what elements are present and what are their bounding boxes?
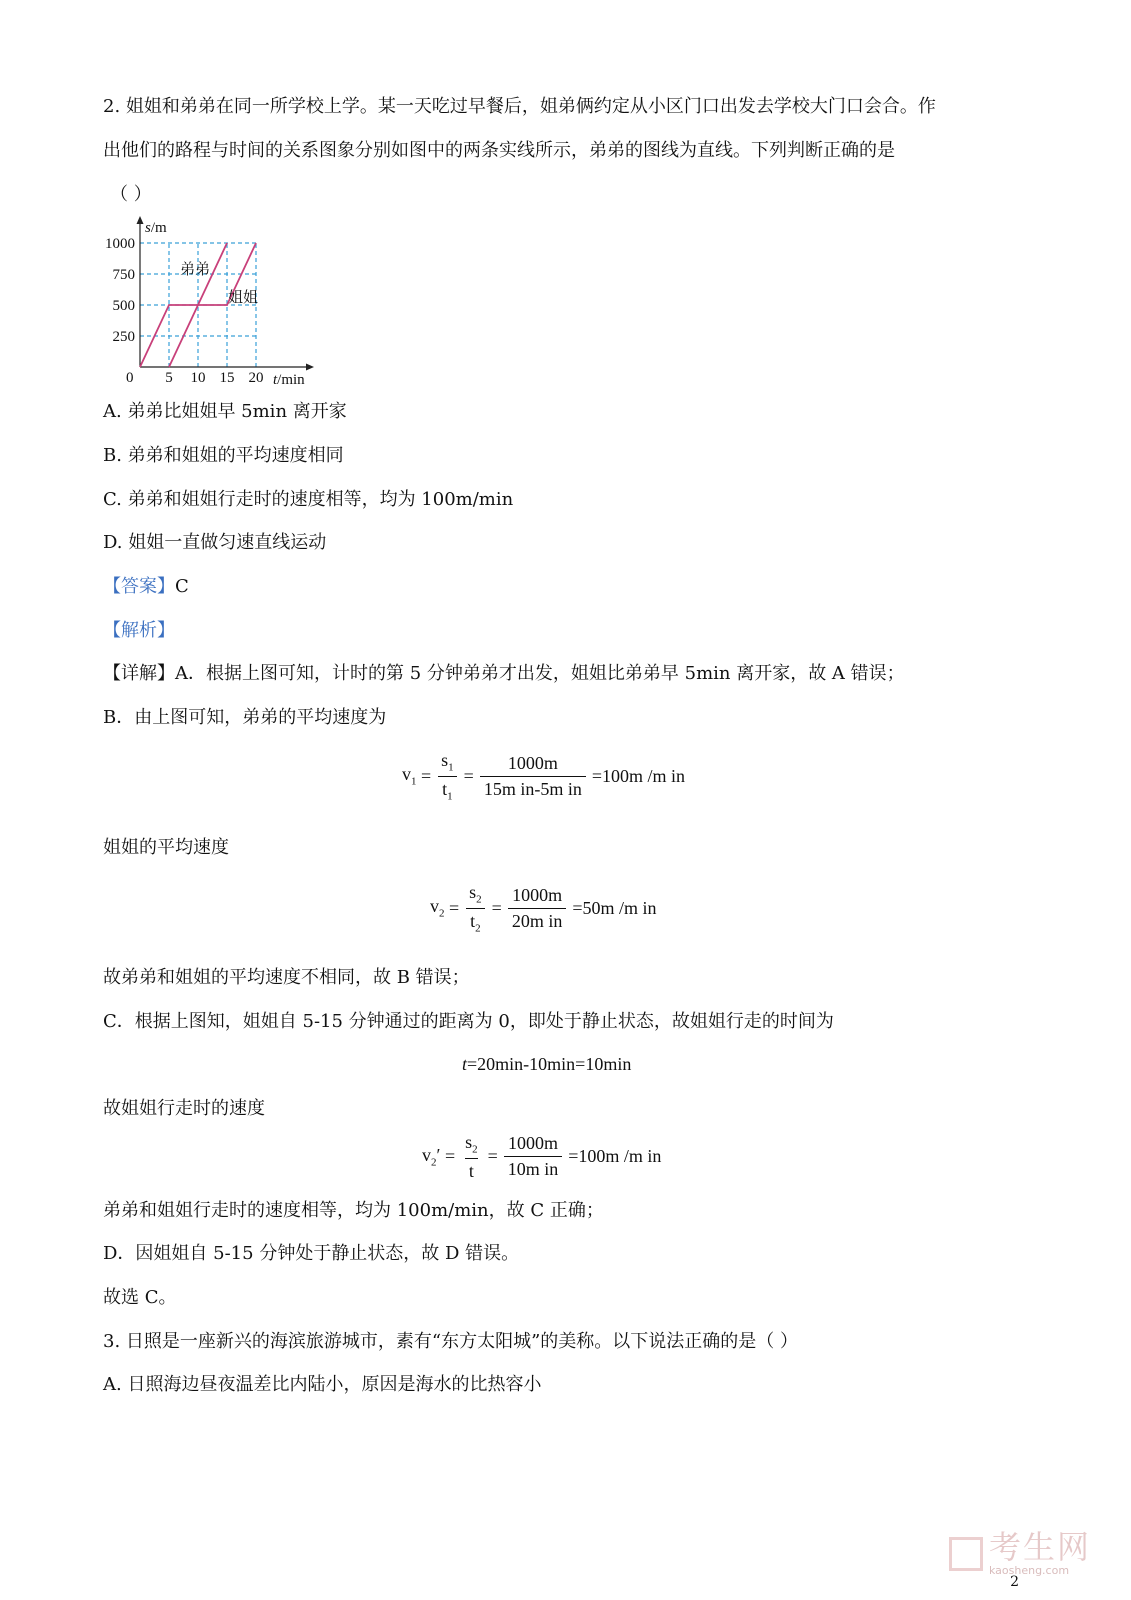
y-tick-label-250: 250 bbox=[112, 329, 135, 345]
y-tick-label-750: 750 bbox=[112, 267, 135, 283]
equation-v2: $v_2$ = $\frac{s_2}{t_2}$ = $\frac{1000m}{\text{20m in}}$ =50m /m in bbox=[430, 882, 657, 935]
option-b: B. 弟弟和姐姐的平均速度相同 bbox=[103, 445, 344, 466]
question-3-stem: 3. 日照是一座新兴的海滨旅游城市，素有“东方太阳城”的美称。以下说法正确的是（ ） bbox=[103, 1331, 799, 1352]
answer-line bbox=[103, 575, 189, 599]
eq3-fraction-numeric: $\frac{1000m}{\text{10m in}}$ bbox=[504, 1133, 563, 1180]
series-label-brother: 弟弟 bbox=[180, 260, 211, 278]
eq2-fraction-numeric: $\frac{1000m}{\text{20m in}}$ bbox=[508, 885, 567, 932]
x-tick-label-15: 15 bbox=[219, 370, 235, 386]
option-c: C. 弟弟和姐姐行走时的速度相等，均为 100m/min bbox=[103, 489, 514, 510]
question-3-option-a: A. 日照海边昼夜温差比内陆小，原因是海水的比热容小 bbox=[103, 1374, 542, 1395]
x-tick-label-10: 10 bbox=[190, 370, 206, 386]
detail-c: C．根据上图知，姐姐自 5-15 分钟通过的距离为 0，即处于静止状态，故姐姐行走的时间为 bbox=[103, 1011, 834, 1032]
chart-axes bbox=[137, 216, 315, 371]
conclusion-c: 弟弟和姐姐行走时的速度相等，均为 100m/min，故 C 正确； bbox=[103, 1200, 604, 1221]
eq2-fraction-symbolic: $\frac{s_2}{t_2}$ bbox=[465, 882, 486, 934]
eq3-lhs: $v_2'$ bbox=[422, 1145, 441, 1169]
eq1-fraction-numeric: $\frac{1000m}{\text{15m in-5m in}}$ bbox=[480, 753, 586, 800]
detail-d: D．因姐姐自 5-15 分钟处于静止状态，故 D 错误。 bbox=[103, 1243, 520, 1264]
distance-time-chart bbox=[95, 212, 325, 392]
eq3-fraction-symbolic: $\frac{s_2}{t}$ bbox=[465, 1132, 478, 1181]
eq1-result: =100m /m in bbox=[591, 765, 685, 786]
x-tick-label-5: 5 bbox=[165, 370, 173, 386]
series-label-sister: 姐姐 bbox=[228, 288, 259, 306]
watermark-icon bbox=[949, 1537, 983, 1571]
question-2-line-2: 出他们的路程与时间的关系图象分别如图中的两条实线所示，弟弟的图线为直线。下列判断正确的是 bbox=[103, 140, 895, 161]
eq1-fraction-symbolic: $\frac{s_1}{t_1}$ bbox=[437, 750, 458, 802]
option-a: A. 弟弟比姐姐早 5min 离开家 bbox=[103, 401, 347, 422]
equation-v1: $v_1$ = $\frac{s_1}{t_1}$ = $\frac{1000m}{\text{15m in-5m in}}$ =100m /m in bbox=[402, 750, 685, 803]
origin-label: 0 bbox=[126, 370, 134, 386]
detail-b: B．由上图可知，弟弟的平均速度为 bbox=[103, 707, 387, 728]
y-axis-arrow bbox=[137, 216, 144, 224]
x-axis-label: t/min bbox=[273, 372, 305, 388]
sister-average-speed-label: 姐姐的平均速度 bbox=[103, 837, 229, 858]
chart-labels bbox=[105, 220, 305, 388]
detail-a: 【详解】A．根据上图可知，计时的第 5 分钟弟弟才出发，姐姐比弟弟早 5min 离开家，故 A 错误； bbox=[103, 663, 905, 684]
watermark-logo: 考生网 kaosheng.com bbox=[949, 1530, 1091, 1577]
answer-label: 【答案】 bbox=[103, 576, 175, 597]
equation-v2-prime: $v_2'$ = $\frac{s_2}{t}$ = $\frac{1000m}{\text{10m in}}$ =100m /m in bbox=[422, 1132, 662, 1181]
page-number: 2 bbox=[1010, 1574, 1019, 1590]
x-tick-label-20: 20 bbox=[248, 370, 264, 386]
y-tick-label-500: 500 bbox=[112, 298, 135, 314]
y-tick-label-1000: 1000 bbox=[105, 236, 135, 252]
eq1-lhs: $v_1$ bbox=[402, 764, 417, 788]
choose-line: 故选 C。 bbox=[103, 1287, 177, 1308]
question-2-line-1: 2. 姐姐和弟弟在同一所学校上学。某一天吃过早餐后，姐弟俩约定从小区门口出发去学校大门口会合。作 bbox=[103, 96, 936, 117]
time-equation: t=20min-10min=10min bbox=[462, 1054, 632, 1074]
eq3-result: =100m /m in bbox=[568, 1146, 662, 1167]
x-axis-arrow bbox=[306, 364, 314, 371]
option-d: D. 姐姐一直做匀速直线运动 bbox=[103, 532, 327, 553]
conclusion-b: 故弟弟和姐姐的平均速度不相同，故 B 错误； bbox=[103, 967, 470, 988]
eq2-lhs: $v_2$ bbox=[430, 896, 445, 920]
question-2-blank: （ ） bbox=[110, 184, 152, 205]
sister-walking-speed-label: 故姐姐行走时的速度 bbox=[103, 1098, 265, 1119]
analysis-label: 【解析】 bbox=[103, 620, 175, 641]
y-axis-label: s/m bbox=[145, 220, 167, 236]
answer-value: C bbox=[175, 576, 189, 597]
eq2-result: =50m /m in bbox=[572, 897, 657, 918]
